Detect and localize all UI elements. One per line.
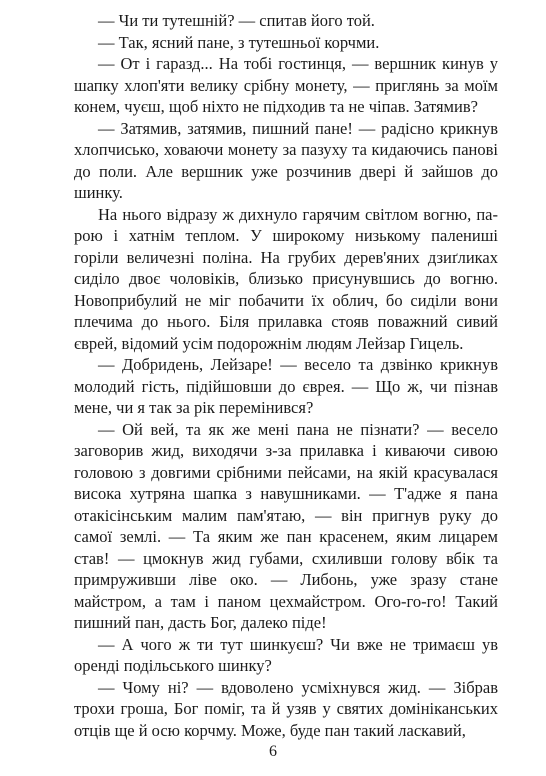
paragraph: На нього відразу ж дихнуло гарячим світлом вогню, парою і хатнім теплом. У широкому низькому палениші горіли величезні поліна. На грубих дерев'яних дзиґликах сиділо двоє чоловіків, близько присунувшись до вогню. Новоприбулий не міг побачити їх облич, бо сиділи вони плечима до нього. Біля прилавка стояв поважний сивий єврей, відомий усім подорожнім людям Лейзар Гицель. (74, 204, 498, 353)
page-body (74, 10, 498, 741)
paragraph: — Так, ясний пане, з тутешньої корчми. (98, 32, 380, 52)
paragraph: — Затямив, затямив, пишний пане! — радісно крикнув хлопчисько, ховаючи монету за пазуху та кидаючись панові до поли. Але вершник уже розчинив двері й зайшов до шинку. (74, 118, 498, 202)
paragraph: — Добридень, Лейзаре! — весело та дзвінко крикнув молодий гість, підійшовши до єврея. — Що ж, чи пізнав мене, чи я так за рік перемінився? (74, 355, 498, 417)
paragraph: — Чому ні? — вдоволено усміхнувся жид. — Зібрав трохи гроша, Бог поміг, та й узяв у святих домініканських отців ще й осю корчму. Може, буде пан такий ласкавий, (74, 677, 498, 740)
page-number: 6 (269, 743, 277, 760)
paragraph: — Ой вей, та як же мені пана не пізнати? — весело заговорив жид, виходячи з-за прилавка і киваючи сивою головою з довгими срібними пейсами, на якій красувалася висока хутряна шапка з навушниками. — Т'адже я пана отакісінським малим пам'ятаю, — він пригнув руку до самої землі. — Та яким же пан красенем, яким лицарем став! — цмокнув жид губами, схиливши голову вбік та примруживши ліве око. — Либонь, уже зразу стане майстром, а там і паном цехмайстром. Ого-го-го! Такий пишний пан, дасть Бог, далеко піде! (74, 419, 498, 632)
paragraph: — Чи ти тутешній? — спитав його той. (98, 11, 375, 30)
paragraph: — От і гаразд... На тобі гостинця, — вершник кинув у шапку хлоп'яти велику срібну монету, — приглянь за моїм конем, чуєш, щоб ніхто не підходив та не чіпав. Затямив? (74, 54, 498, 116)
paragraph: — А чого ж ти тут шинкуєш? Чи вже не тримаєш ув оренді подільського шинку? (74, 634, 498, 675)
